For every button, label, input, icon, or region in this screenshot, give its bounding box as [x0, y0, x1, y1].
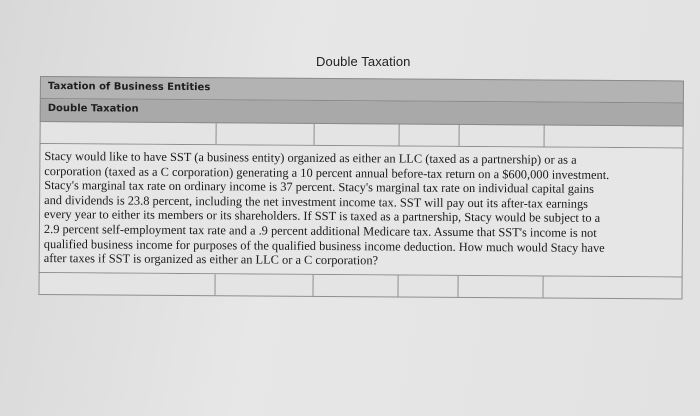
- empty-cell: [215, 274, 313, 296]
- empty-cell: [39, 273, 215, 295]
- question-line: corporation (taxed as a C corporation) generating a 10 percent annual before-tax return on a $600,000 investment.: [44, 163, 610, 182]
- question-line: qualified business income for purposes of the qualified business income deduction. How much would Stacy have: [43, 236, 605, 255]
- empty-cell: [315, 124, 400, 146]
- header-label-subtopic: Double Taxation: [47, 103, 139, 115]
- question-cell: [39, 144, 684, 277]
- empty-cell: [398, 275, 458, 296]
- question-line: every year to either its members or its shareholders. If SST is taxed as a partnership, Stacy would be subject to a: [43, 207, 601, 226]
- question-line: 2.9 percent self-employment tax rate and a .9 percent additional Medicare tax. Assume that SST's income is not: [43, 222, 597, 240]
- empty-cell: [458, 276, 543, 298]
- question-line: after taxes if SST is organized as either an LLC or a C corporation?: [43, 251, 379, 268]
- question-line: and dividends is 23.8 percent, including the net investment income tax. SST will pay out its after-tax earnings: [44, 192, 589, 211]
- empty-cell: [460, 125, 545, 147]
- empty-cell: [545, 126, 683, 148]
- problem-table: [38, 76, 684, 299]
- empty-cell: [543, 276, 681, 298]
- empty-grid-row-bottom: [38, 273, 682, 299]
- document-title: Double Taxation: [316, 54, 411, 69]
- empty-cell: [313, 275, 398, 297]
- question-line: Stacy's marginal tax rate on ordinary income is 37 percent. Stacy's marginal tax rate on individual capital gains: [44, 178, 595, 197]
- question-line: Stacy would like to have SST (a business entity) organized as either an LLC (taxed as a partnership) or as a: [44, 149, 577, 167]
- table-header-row-subtopic: [40, 99, 684, 126]
- empty-cell: [217, 123, 315, 145]
- header-label-topic: Taxation of Business Entities: [47, 81, 211, 94]
- empty-cell: [41, 122, 217, 144]
- empty-cell: [400, 125, 460, 146]
